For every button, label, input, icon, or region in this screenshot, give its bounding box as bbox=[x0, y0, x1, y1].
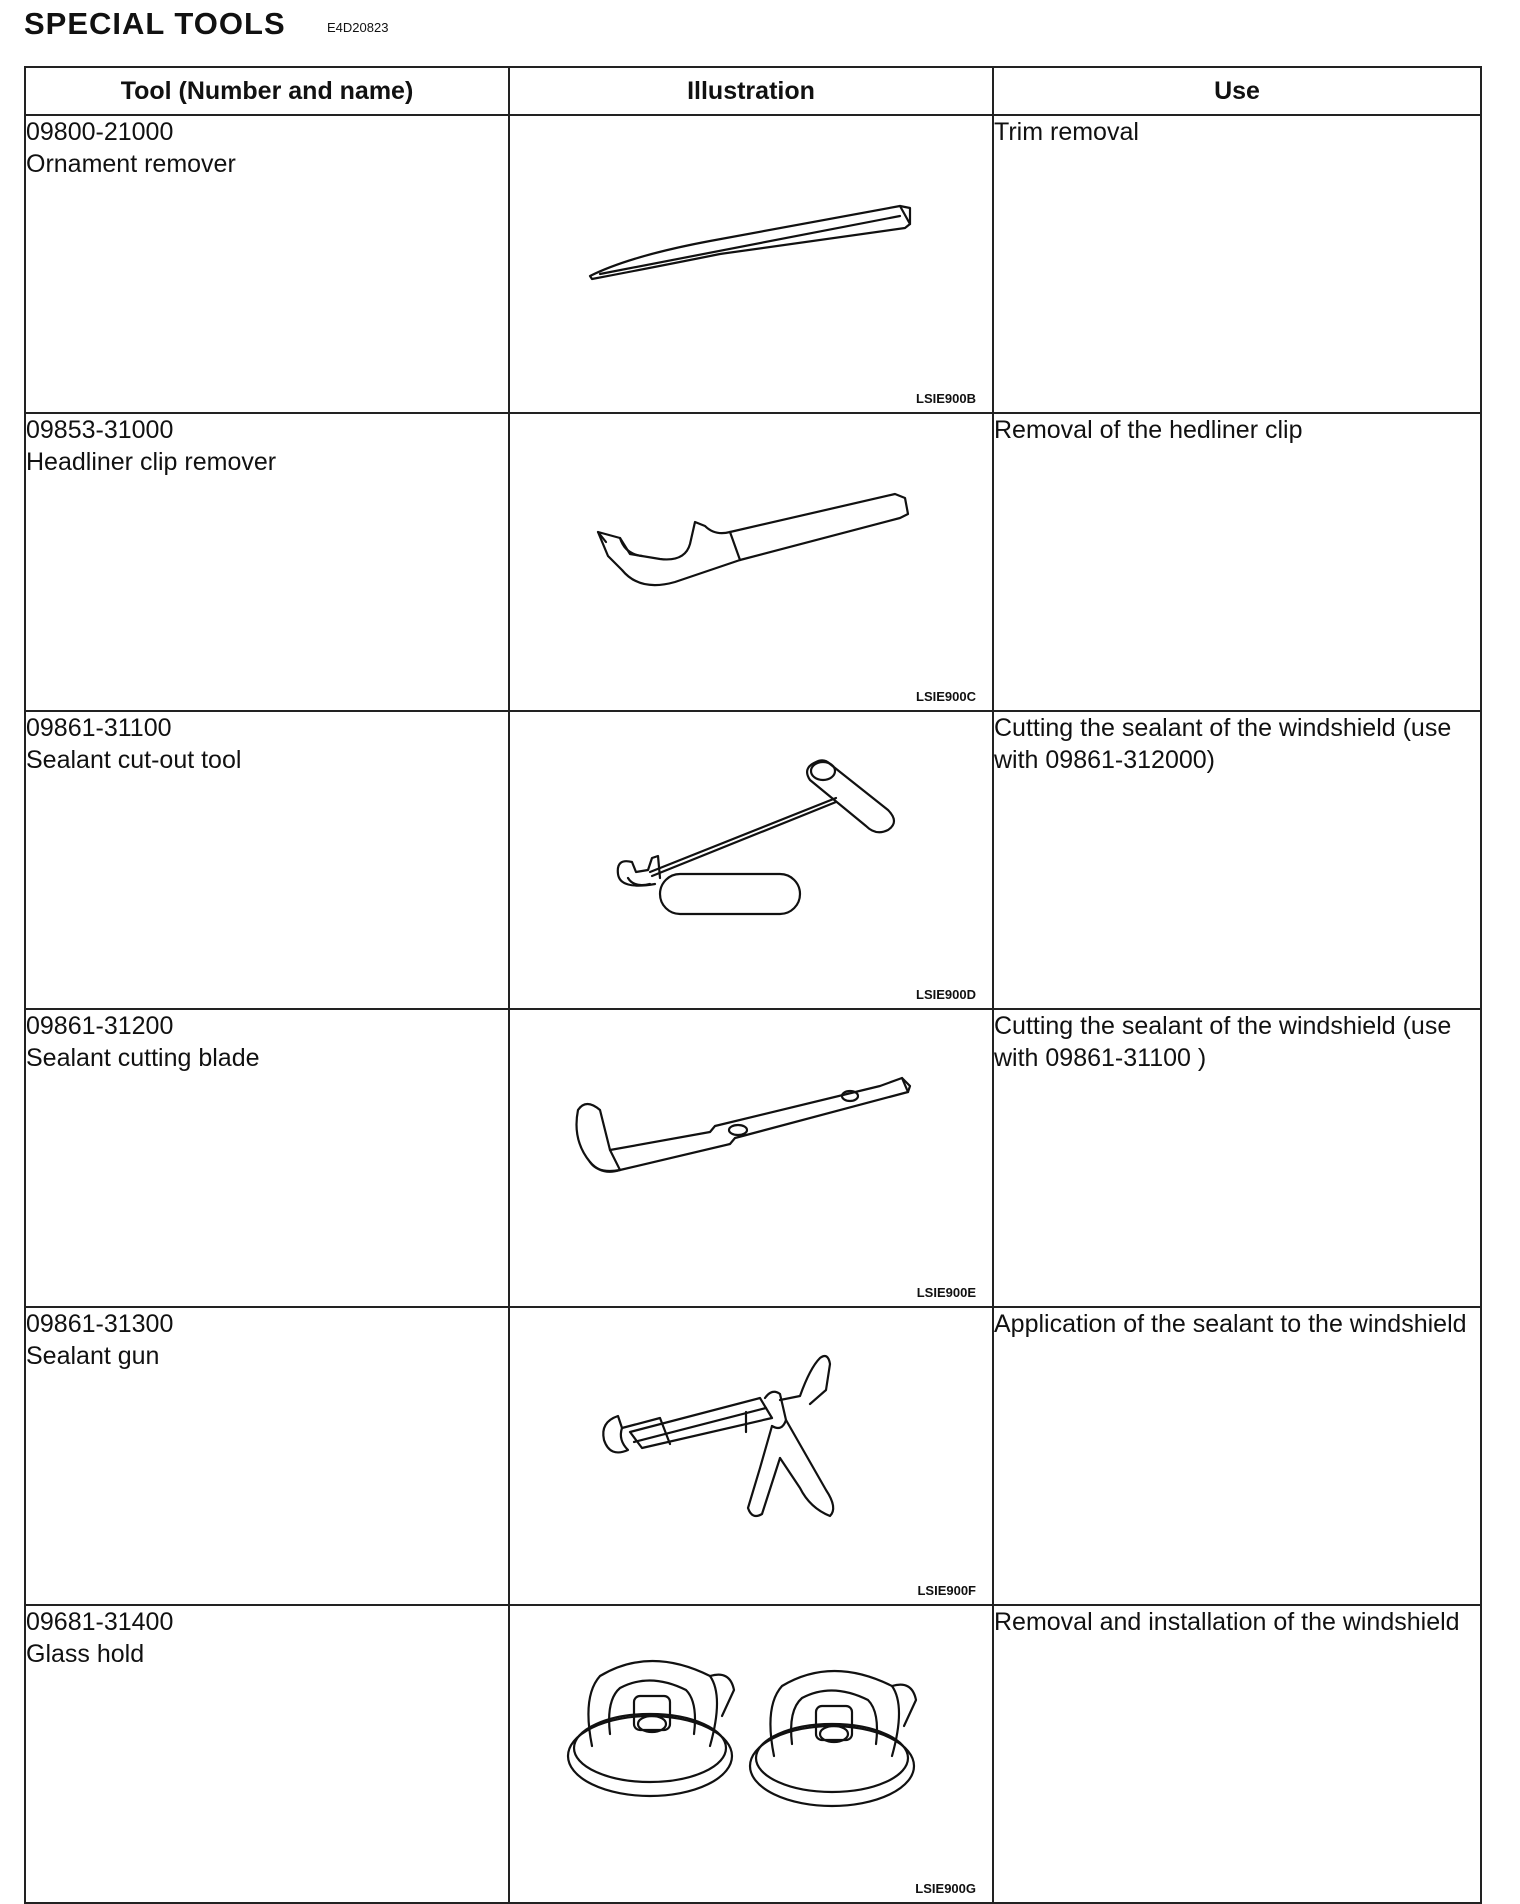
tool-cell bbox=[25, 1307, 509, 1605]
use-cell: Removal of the hedliner clip bbox=[993, 413, 1481, 711]
section-code: E4D20823 bbox=[327, 20, 389, 35]
tool-number: 09681-31400 bbox=[26, 1608, 174, 1636]
tool-name: Glass hold bbox=[26, 1640, 145, 1668]
illustration-cell bbox=[509, 1307, 993, 1605]
use-cell: Removal and installation of the windshield bbox=[993, 1605, 1481, 1903]
tool-name: Sealant cutting blade bbox=[26, 1044, 260, 1072]
figure-code: LSIE900E bbox=[916, 1285, 976, 1300]
tool-number: 09861-31300 bbox=[26, 1310, 174, 1338]
tool-cell bbox=[25, 1009, 509, 1307]
header-tool: Tool (Number and name) bbox=[25, 67, 509, 115]
tool-cell bbox=[25, 1605, 509, 1903]
headliner-clip-remover-icon bbox=[510, 414, 994, 710]
tool-number: 09861-31100 bbox=[26, 714, 172, 742]
tool-name: Headliner clip remover bbox=[26, 448, 277, 476]
table-row bbox=[25, 711, 1481, 1009]
figure-code: LSIE900C bbox=[916, 689, 976, 704]
illustration-cell bbox=[509, 1009, 993, 1307]
table-header-row bbox=[25, 67, 1481, 115]
tool-name: Sealant gun bbox=[26, 1342, 160, 1370]
figure-code: LSIE900F bbox=[917, 1583, 976, 1598]
table-row bbox=[25, 413, 1481, 711]
table-row bbox=[25, 1605, 1481, 1903]
tool-name: Ornament remover bbox=[26, 150, 236, 178]
glass-hold-icon bbox=[510, 1606, 994, 1902]
use-cell: Cutting the sealant of the windshield (use with 09861-312000) bbox=[993, 711, 1481, 1009]
sealant-cut-out-tool-icon bbox=[510, 712, 994, 1008]
tool-number: 09861-31200 bbox=[26, 1012, 174, 1040]
use-cell: Application of the sealant to the windshield bbox=[993, 1307, 1481, 1605]
table-row bbox=[25, 1307, 1481, 1605]
tool-cell bbox=[25, 711, 509, 1009]
header-use: Use bbox=[993, 67, 1481, 115]
table-row bbox=[25, 1009, 1481, 1307]
illustration-cell bbox=[509, 413, 993, 711]
illustration-cell bbox=[509, 115, 993, 413]
illustration-cell bbox=[509, 1605, 993, 1903]
sealant-cutting-blade-icon bbox=[510, 1010, 994, 1306]
use-cell: Cutting the sealant of the windshield (use with 09861-31100 ) bbox=[993, 1009, 1481, 1307]
figure-code: LSIE900D bbox=[916, 987, 976, 1002]
illustration-cell bbox=[509, 711, 993, 1009]
figure-code: LSIE900B bbox=[916, 391, 976, 406]
tool-number: 09853-31000 bbox=[26, 416, 174, 444]
tool-name: Sealant cut-out tool bbox=[26, 746, 242, 774]
tool-cell bbox=[25, 115, 509, 413]
header-illustration: Illustration bbox=[509, 67, 993, 115]
special-tools-table bbox=[24, 66, 1482, 1904]
tool-cell bbox=[25, 413, 509, 711]
page-title: SPECIAL TOOLS bbox=[24, 6, 286, 41]
figure-code: LSIE900G bbox=[915, 1881, 976, 1896]
sealant-gun-icon bbox=[510, 1308, 994, 1604]
table-row bbox=[25, 115, 1481, 413]
tool-number: 09800-21000 bbox=[26, 118, 174, 146]
ornament-remover-icon bbox=[510, 116, 994, 412]
use-cell: Trim removal bbox=[993, 115, 1481, 413]
